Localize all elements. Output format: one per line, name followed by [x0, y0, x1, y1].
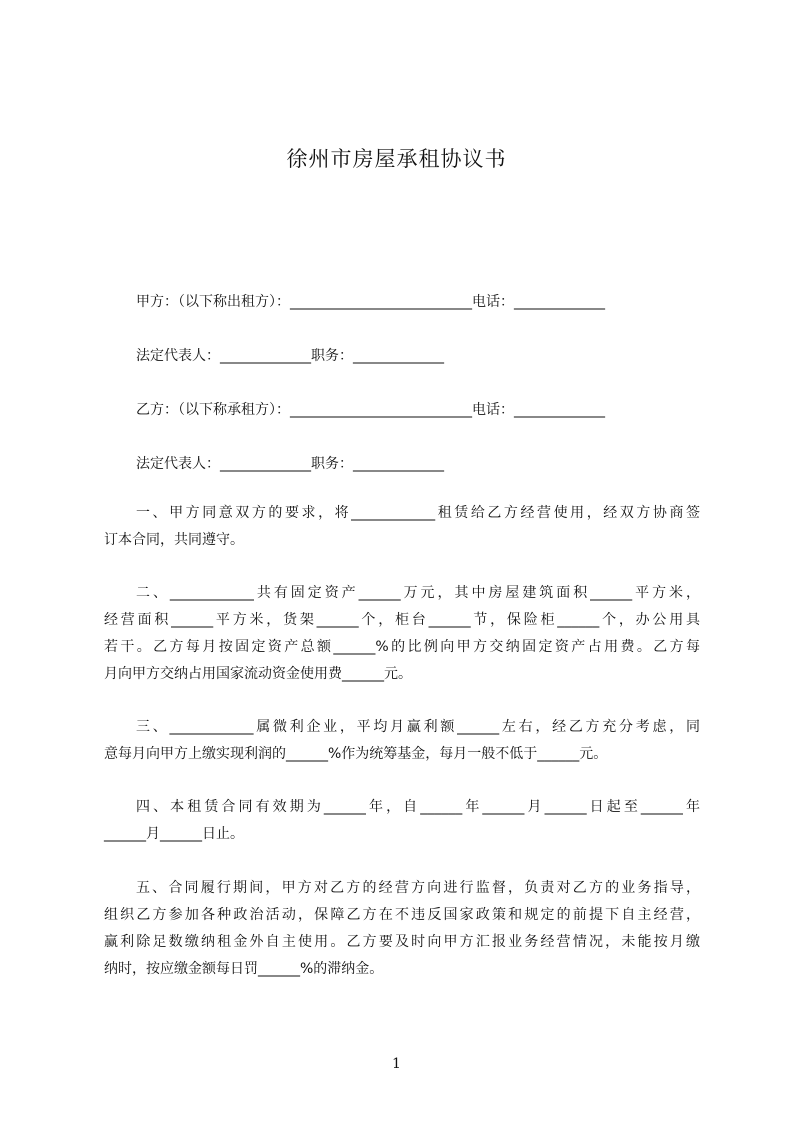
clause-line: 五、合同履行期间，甲方对乙方的经营方向进行监督，负责对乙方的业务指导，: [136, 880, 700, 896]
clause-line: ______月______日止。: [104, 826, 244, 842]
clause-line: 纳时，按应缴金额每日罚______%的滞纳金。: [104, 961, 384, 977]
clause-line: 订本合同，共同遵守。: [104, 532, 244, 548]
lessee-representative-line: 法定代表人：_____________职务：_____________: [136, 456, 444, 472]
clause-line: 经营面积______平方米，货架______个，柜台______节，保险柜______个，办公用具: [104, 612, 700, 628]
clause-line: 一、甲方同意双方的要求，将____________租赁给乙方经营使用，经双方协商签: [136, 505, 700, 521]
clause-3: [104, 714, 700, 768]
clause-2: [104, 580, 700, 688]
document-title: 徐州市房屋承租协议书: [286, 147, 507, 171]
clause-5: [104, 875, 700, 983]
clause-line: 二、____________共有固定资产______万元，其中房屋建筑面积______平方米，: [136, 585, 700, 601]
clause-line: 三、____________属微利企业，平均月赢利额______左右，经乙方充分考虑，同: [136, 719, 700, 735]
clause-line: 意每月向甲方上缴实现利润的______%作为统筹基金，每月一般不低于______元。: [104, 746, 608, 762]
clause-4: [104, 794, 700, 848]
clause-line: 月向甲方交纳占用国家流动资金使用费______元。: [104, 666, 412, 682]
lessor-representative-line: 法定代表人：_____________职务：_____________: [136, 348, 444, 364]
clause-line: 组织乙方参加各种政治活动，保障乙方在不违反国家政策和规定的前提下自主经营，: [104, 907, 700, 923]
lessor-line: 甲方：（以下称出租方）：__________________________电话：_____________: [136, 294, 605, 310]
page-number: 1: [392, 1056, 401, 1072]
clause-line: 四、本租赁合同有效期为______年，自______年______月______日起至______年: [136, 799, 700, 815]
clause-1: [104, 500, 700, 554]
lessee-line: 乙方：（以下称承租方）：__________________________电话：_____________: [136, 402, 605, 418]
clause-line: 赢利除足数缴纳租金外自主使用。乙方要及时向甲方汇报业务经营情况，未能按月缴: [104, 934, 700, 950]
clause-line: 若干。乙方每月按固定资产总额______%的比例向甲方交纳固定资产占用费。乙方每: [104, 639, 700, 655]
